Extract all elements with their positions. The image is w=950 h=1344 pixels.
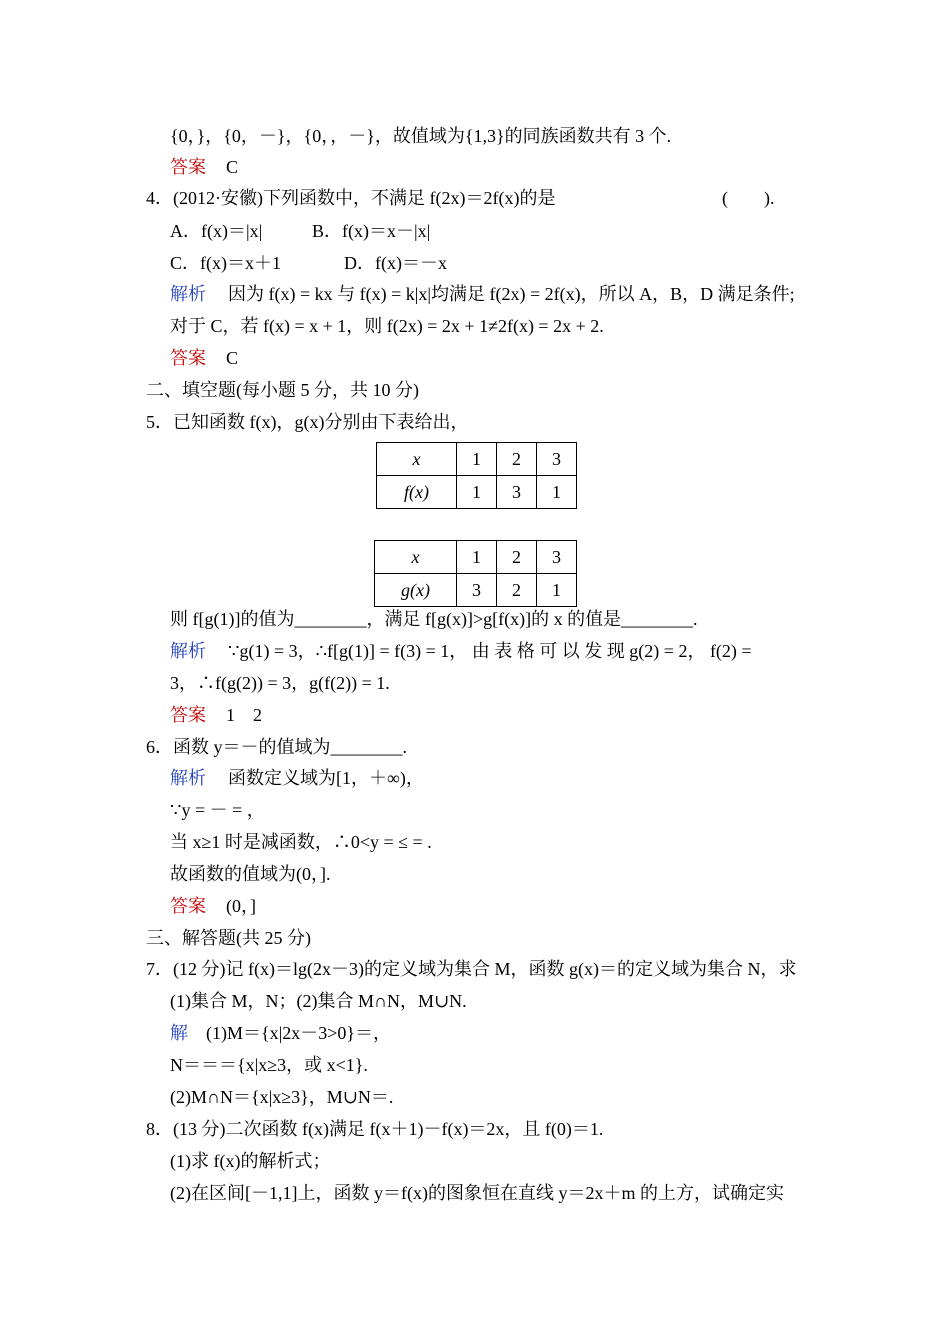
table-f-value-row [377, 476, 577, 509]
table-f-cell: f(x) [377, 476, 457, 509]
answer-value-q4: C [226, 348, 239, 368]
analysis-text-q5-2: 3，∴f(g(2)) = 3，g(f(2)) = 1. [170, 673, 390, 693]
table-g-value-row [375, 574, 577, 607]
table-g-cell: g(x) [375, 574, 457, 607]
answer-value-q5: 1 2 [226, 705, 262, 725]
table-g-cell: 1 [537, 574, 577, 607]
table-g [374, 540, 577, 607]
answer-label-q4: 答案 [170, 348, 206, 368]
section-3-heading: 三、解答题(共 25 分) [146, 928, 311, 948]
solution-text-q7-3: (2)M∩N＝{x|x≥3}，M∪N＝. [170, 1087, 394, 1107]
answer-value-q6: (0，] [226, 896, 256, 916]
analysis-text-q6-2: ∵y = － = ， [170, 800, 265, 820]
analysis-label-q6: 解析 [170, 768, 206, 788]
question-8-sub1: (1)求 f(x)的解析式； [170, 1151, 331, 1171]
solution-text-q7: (1)M＝{x|2x－3>0}＝， [206, 1023, 392, 1043]
table-f-header-cell: 1 [457, 443, 497, 476]
table-f-header-cell: x [377, 443, 457, 476]
answer-label-q5: 答案 [170, 705, 206, 725]
solution-label-q7: 解 [170, 1023, 188, 1043]
question-8: 8．(13 分)二次函数 f(x)满足 f(x＋1)－f(x)＝2x，且 f(0)＝1. [146, 1119, 604, 1139]
line-q3-sets: {0，}，{0，－}，{0，，－}，故值域为{1,3}的同族函数共有 3 个. [170, 126, 672, 146]
table-f-header-cell: 3 [537, 443, 577, 476]
option-4b: B．f(x)＝x－|x| [312, 221, 431, 241]
question-8-sub2: (2)在区间[－1,1]上，函数 y＝f(x)的图象恒在直线 y＝2x＋m 的上方，试确定实 [170, 1183, 784, 1203]
table-g-header-cell: 1 [457, 541, 497, 574]
table-f-cell: 3 [497, 476, 537, 509]
analysis-text-q4: 因为 f(x) = kx 与 f(x) = k|x|均满足 f(2x) = 2f(x)，所以 A，B，D 满足条件; [228, 284, 795, 304]
section-2-heading: 二、填空题(每小题 5 分，共 10 分) [146, 380, 419, 400]
table-g-header-cell: 3 [537, 541, 577, 574]
table-f-cell: 1 [537, 476, 577, 509]
analysis-text-q6: 函数定义域为[1，＋∞)， [228, 768, 424, 788]
analysis-text-q6-4: 故函数的值域为(0，]. [170, 864, 331, 884]
option-4d: D．f(x)＝－x [344, 253, 447, 273]
table-g-header-cell: x [375, 541, 457, 574]
question-5: 5．已知函数 f(x)，g(x)分别由下表给出， [146, 412, 469, 432]
table-f-cell: 1 [457, 476, 497, 509]
table-f-header-row [377, 443, 577, 476]
table-g-header-cell: 2 [497, 541, 537, 574]
analysis-text-q5: ∵g(1) = 3，∴f[g(1)] = f(3) = 1， 由 表 格 可 以 发 现 g(2) = 2， f(2) = [228, 641, 752, 661]
analysis-label-q5: 解析 [170, 641, 206, 661]
question-7: 7．(12 分)记 f(x)＝lg(2x－3)的定义域为集合 M，函数 g(x)＝的定义域为集合 N，求 [146, 959, 797, 979]
answer-label-q6: 答案 [170, 896, 206, 916]
analysis-text-q6-3: 当 x≥1 时是减函数，∴0<y = ≤ = . [170, 832, 432, 852]
answer-label-q3: 答案 [170, 157, 206, 177]
analysis-label-q4: 解析 [170, 284, 206, 304]
table-g-cell: 2 [497, 574, 537, 607]
option-4c: C．f(x)＝x＋1 [170, 253, 281, 273]
solution-text-q7-2: N＝＝＝{x|x≥3，或 x<1}. [170, 1055, 368, 1075]
question-4: 4．(2012·安徽)下列函数中，不满足 f(2x)＝2f(x)的是 [146, 188, 556, 208]
question-6: 6．函数 y＝－的值域为________. [146, 737, 407, 757]
question-7-sub: (1)集合 M，N；(2)集合 M∩N，M∪N. [170, 991, 467, 1011]
table-f [376, 442, 577, 509]
question-4-paren: ( ). [722, 188, 775, 208]
answer-value-q3: C [226, 157, 239, 177]
question-5-blanks: 则 f[g(1)]的值为________，满足 f[g(x)]>g[f(x)]的 x 的值是________. [170, 609, 698, 629]
option-4a: A．f(x)＝|x| [170, 221, 263, 241]
table-g-cell: 3 [457, 574, 497, 607]
table-f-header-cell: 2 [497, 443, 537, 476]
analysis-text-q4-2: 对于 C，若 f(x) = x + 1，则 f(2x) = 2x + 1≠2f(x) = 2x + 2. [170, 316, 604, 336]
table-g-header-row [375, 541, 577, 574]
